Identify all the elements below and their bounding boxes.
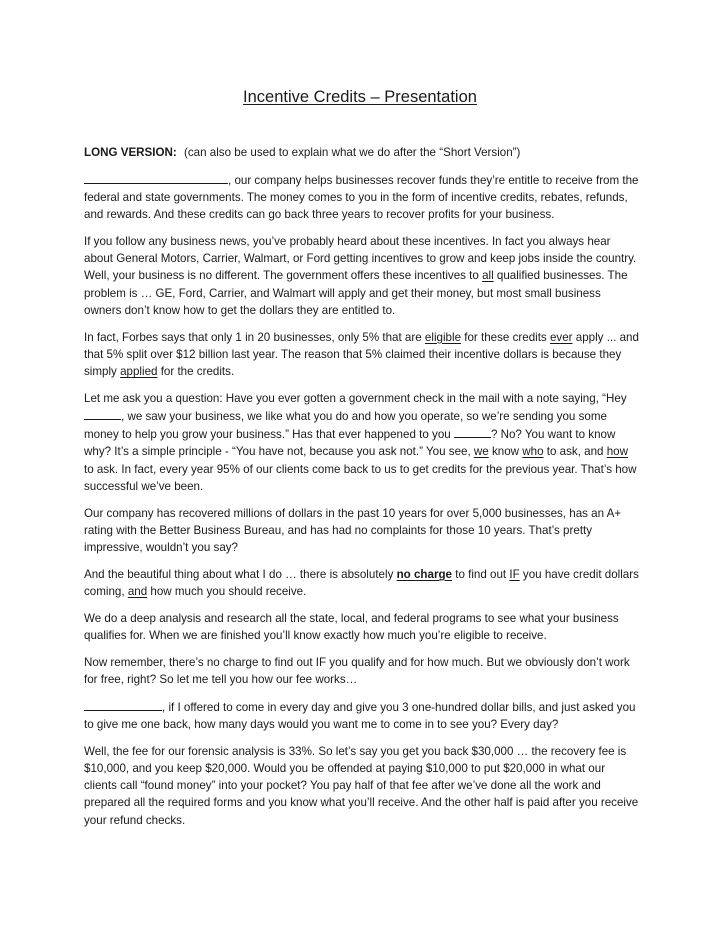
paragraph-text: Now remember, there’s no charge to find out IF you qualify and for how much. But we obviously don’t work for free, right? So let me tell you how our fee works… — [84, 655, 630, 687]
emphasis-text: no charge — [396, 567, 452, 581]
paragraph-text: , we saw your business, we like what you do and how you operate, so we’re sending you some money to help you grow your business.” Has that ever happened to you — [84, 410, 607, 442]
paragraph-text: Well, the fee for our forensic analysis is 33%. So let’s say you get you back $30,000 … the recovery fee is $10,000, and you keep $20,000. Would you be offended at paying $10,000 to put $20,000 in what our clients call “found money” into your pocket? You pay half of that fee after we’ve done all the work and prepared all the required forms and you know what you’ll receive. And the other half is paid after you receive your refund checks. — [84, 744, 639, 827]
paragraph-1 — [84, 171, 640, 224]
name-blank — [84, 698, 162, 711]
emphasis-text: IF — [509, 567, 520, 581]
emphasis-text: we — [473, 445, 489, 459]
paragraph-7 — [84, 610, 640, 644]
paragraph-text: , if I offered to come in every day and give you 3 one-hundred dollar bills, and just asked you to give me one back, how many days would you want me to come in to see you? Every day? — [84, 700, 636, 732]
name-blank — [84, 171, 228, 184]
name-blank — [84, 407, 121, 420]
emphasis-text: applied — [120, 365, 158, 379]
emphasis-text: ever — [549, 330, 573, 344]
paragraph-text: And the beautiful thing about what I do … there is absolutely — [84, 567, 397, 581]
name-blank — [454, 425, 491, 438]
paragraph-9 — [84, 698, 640, 733]
paragraph-text: you have credit dollars coming, — [84, 567, 639, 599]
paragraph-text: In fact, Forbes says that only 1 in 20 businesses, only 5% that are — [84, 330, 425, 344]
emphasis-text: all — [482, 269, 494, 283]
paragraph-text: how much you should receive. — [147, 585, 307, 599]
paragraph-text: to ask. In fact, every year 95% of our clients come back to us to get credits for the previous year. That’s how successful we’ve been. — [84, 462, 637, 493]
emphasis-text: and — [127, 585, 148, 599]
paragraph-8 — [84, 654, 640, 688]
page-title: Incentive Credits – Presentation — [243, 88, 477, 106]
paragraph-text: for these credits — [461, 330, 550, 344]
paragraph-6 — [84, 566, 640, 600]
paragraph-text: If you follow any business news, you’ve probably heard about these incentives. In fact you always hear about General Motors, Carrier, Walmart, or Ford getting incentives to grow and keep jobs inside the country. Well, your business is no different. The government offers these incentives to — [84, 235, 637, 283]
paragraph-text: Let me ask you a question: Have you ever gotten a government check in the mail with a note saying, “Hey — [84, 391, 627, 405]
document-body — [84, 144, 640, 838]
paragraph-2 — [84, 233, 640, 319]
paragraph-text: for the credits. — [157, 365, 235, 379]
paragraph-text: We do a deep analysis and research all the state, local, and federal programs to see what your business qualifies for. When we are finished you’ll know exactly how much you’re eligible to receive. — [84, 611, 619, 643]
paragraph-text: ? No? You want to know why? It’s a simple principle - “You have not, because you ask not.” You see, — [84, 428, 616, 459]
section-label: LONG VERSION: — [84, 146, 177, 159]
paragraph-text: to ask, and — [543, 445, 607, 459]
emphasis-text: eligible — [424, 330, 462, 344]
paragraph-3 — [84, 329, 640, 381]
section-heading — [84, 144, 640, 161]
paragraph-text: , our company helps businesses recover funds they’re entitle to receive from the federal and state governments. The money comes to you in the form of incentive credits, rebates, refunds, and rewards. And these credits can go back three years to recover profits for your business. — [84, 173, 639, 222]
paragraph-5 — [84, 505, 640, 557]
emphasis-text: who — [522, 445, 544, 459]
paragraph-4 — [84, 390, 640, 495]
paragraph-text: qualified businesses. The problem is … GE, Ford, Carrier, and Walmart will apply and get their money, but most small business owners don’t know how to get the dollars they are entitled to. — [84, 269, 628, 317]
paragraph-10 — [84, 743, 640, 829]
paragraph-text: know — [488, 445, 523, 459]
paragraph-text: Our company has recovered millions of dollars in the past 10 years for over 5,000 businesses, has an A+ rating with the Better Business Bureau, and has had no complaints for those 10 years. That’s pretty impressive, wouldn’t you say? — [84, 506, 622, 555]
paragraph-text: apply ... and that 5% split over $12 billion last year. The reason that 5% claimed their incentive dollars is because they simply — [84, 330, 639, 379]
section-note: (can also be used to explain what we do after the “Short Version”) — [184, 146, 521, 159]
paragraph-text: to find out — [452, 567, 510, 581]
emphasis-text: how — [606, 445, 628, 459]
